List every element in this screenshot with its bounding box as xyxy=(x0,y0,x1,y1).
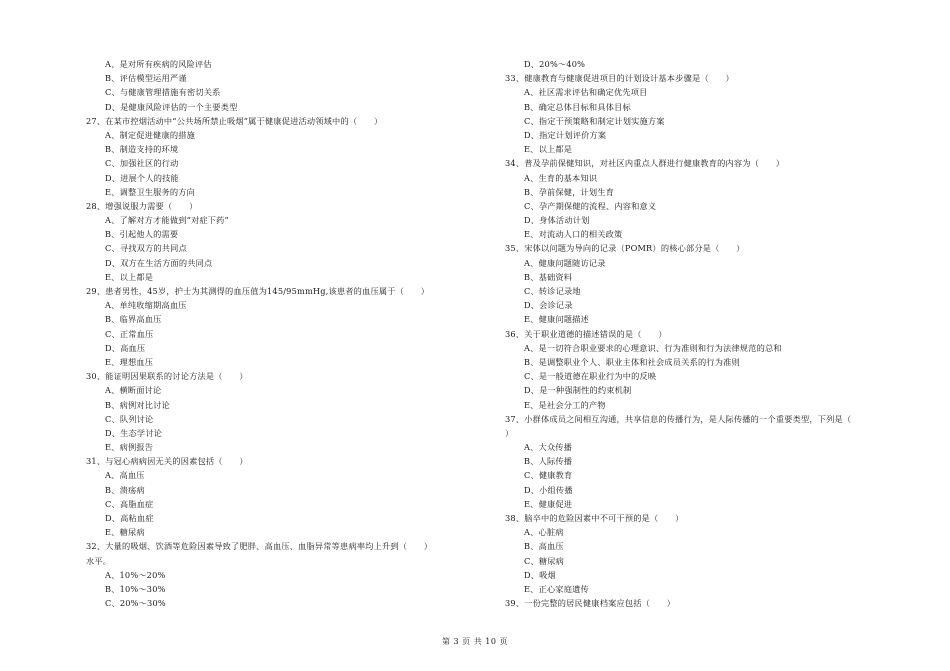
option-line: A、横断面讨论 xyxy=(105,385,162,396)
option-line: A、大众传播 xyxy=(524,442,573,453)
option-line: B、高血压 xyxy=(524,541,564,552)
option-line: D、20%～40% xyxy=(524,59,586,69)
question-line: 33、健康教育与健康促进项目的计划设计基本步骤是（ ） xyxy=(505,73,734,84)
option-line: B、溃疡病 xyxy=(105,484,145,495)
option-line: D、吸烟 xyxy=(524,569,556,580)
option-line: C、高脂血症 xyxy=(105,498,154,509)
option-line: B、基础资料 xyxy=(524,271,573,282)
option-line: E、以上都是 xyxy=(105,271,154,282)
question-line: 32、大量的吸烟、饮酒等危险因素导致了肥胖、高血压、血脂异常等患病率均上升到（ ） xyxy=(86,541,433,552)
option-line: D、是一种强制性的约束机制 xyxy=(524,385,632,396)
option-line: C、是一般道德在职业行为中的反映 xyxy=(524,371,657,382)
option-line: C、转诊记录地 xyxy=(524,286,581,296)
option-line: D、高血压 xyxy=(105,342,146,353)
right-column xyxy=(505,57,915,610)
question-line: 28、增强说服力需要（ ） xyxy=(86,200,198,211)
option-line: C、与健康管理措施有密切关系 xyxy=(105,87,221,98)
option-line: E、健康促进 xyxy=(524,498,573,509)
option-line: D、进展个人的技能 xyxy=(105,172,179,183)
question-line: 35、宋体以问题为导向的记录（POMR）的核心部分是（ ） xyxy=(505,243,745,254)
option-line: A、了解对方才能做到“对症下药” xyxy=(105,215,229,226)
option-line: C、队列讨论 xyxy=(105,413,154,424)
option-line: B、确定总体目标和具体目标 xyxy=(524,101,631,112)
option-line: B、病例对比讨论 xyxy=(105,399,170,410)
option-line: B、评估模型运用严谨 xyxy=(105,73,187,84)
option-line: C、20%～30% xyxy=(105,598,166,609)
option-line: B、引起他人的需要 xyxy=(105,229,179,240)
option-line: E、健康问题描述 xyxy=(524,314,589,325)
option-line: C、糖尿病 xyxy=(524,555,565,566)
option-line: E、理想血压 xyxy=(105,356,154,367)
option-line: A、单纯收缩期高血压 xyxy=(105,300,187,311)
option-line: B、人际传播 xyxy=(524,456,573,467)
question-line: 27、在某市控烟活动中“公共场所禁止吸烟”属于健康促进活动领域中的（ ） xyxy=(86,115,383,126)
option-line: A、社区需求评估和确定优先项目 xyxy=(524,87,648,98)
option-line: A、10%～20% xyxy=(105,569,166,580)
option-line: B、制造支持的环境 xyxy=(105,144,179,155)
option-line: C、孕产期保健的流程、内容和意义 xyxy=(524,200,657,211)
question-continuation: ） xyxy=(505,427,514,438)
option-line: E、对流动人口的相关政策 xyxy=(524,229,623,240)
question-line: 36、关于职业道德的描述错误的是（ ） xyxy=(505,328,667,339)
option-line: C、指定干预策略和制定计划实施方案 xyxy=(524,115,665,126)
option-line: E、以上都是 xyxy=(524,144,573,155)
option-line: E、调整卫生服务的方向 xyxy=(105,186,196,197)
option-line: B、临界高血压 xyxy=(105,314,162,325)
question-line: 38、脑卒中的危险因素中不可干预的是（ ） xyxy=(505,513,684,523)
option-line: E、病例报告 xyxy=(105,442,154,453)
question-line: 39、一份完整的居民健康档案应包括（ ） xyxy=(505,598,676,609)
option-line: C、健康教育 xyxy=(524,470,573,481)
option-line: A、是对所有疾病的风险评估 xyxy=(105,59,212,69)
option-line: B、是调整职业个人、职业主体和社会成员关系的行为准则 xyxy=(524,356,740,367)
question-line: 30、能证明因果联系的讨论方法是（ ） xyxy=(86,371,248,382)
option-line: A、健康问题随访记录 xyxy=(524,257,606,268)
option-line: D、生态学讨论 xyxy=(105,427,163,438)
question-line: 29、患者男性，45岁，护士为其测得的血压值为145/95mmHg,该患者的血压属于（ ） xyxy=(86,286,430,296)
question-line: 34、普及孕前保健知识，对社区内重点人群进行健康教育的内容为（ ） xyxy=(505,158,785,169)
option-line: C、加强社区的行动 xyxy=(105,158,179,169)
option-line: A、心脏病 xyxy=(524,527,564,538)
option-line: D、小组传播 xyxy=(524,484,573,495)
page-footer: 第 3 页 共 10 页 xyxy=(442,637,508,646)
option-line: E、是社会分工的产物 xyxy=(524,399,606,410)
option-line: E、正心家庭遗传 xyxy=(524,583,589,594)
question-continuation: 水平。 xyxy=(86,555,112,566)
option-line: E、糖尿病 xyxy=(105,527,145,538)
option-line: A、高血压 xyxy=(105,470,145,481)
option-line: D、指定计划评价方案 xyxy=(524,129,607,140)
option-line: D、会诊记录 xyxy=(524,300,573,311)
left-column xyxy=(86,57,496,610)
option-line: C、正常血压 xyxy=(105,328,154,339)
option-line: A、生育的基本知识 xyxy=(524,172,598,183)
option-line: A、是一切符合职业要求的心理意识、行为准则和行为法律规范的总和 xyxy=(524,342,782,353)
option-line: D、是健康风险评估的一个主要类型 xyxy=(105,101,238,112)
question-line: 31、与冠心病病因无关的因素包括（ ） xyxy=(86,456,248,467)
option-line: D、双方在生活方面的共同点 xyxy=(105,257,213,268)
option-line: D、高粘血症 xyxy=(105,513,154,523)
option-line: D、身体活动计划 xyxy=(524,215,590,226)
question-line: 37、小群体成员之间相互沟通，共享信息的传播行为，是人际传播的一个重要类型，下列是（ xyxy=(505,413,852,424)
option-line: B、10%～30% xyxy=(105,583,166,594)
option-line: A、制定促进健康的措施 xyxy=(105,129,195,140)
option-line: C、寻找双方的共同点 xyxy=(105,243,187,254)
option-line: B、孕前保健，计划生育 xyxy=(524,186,615,197)
